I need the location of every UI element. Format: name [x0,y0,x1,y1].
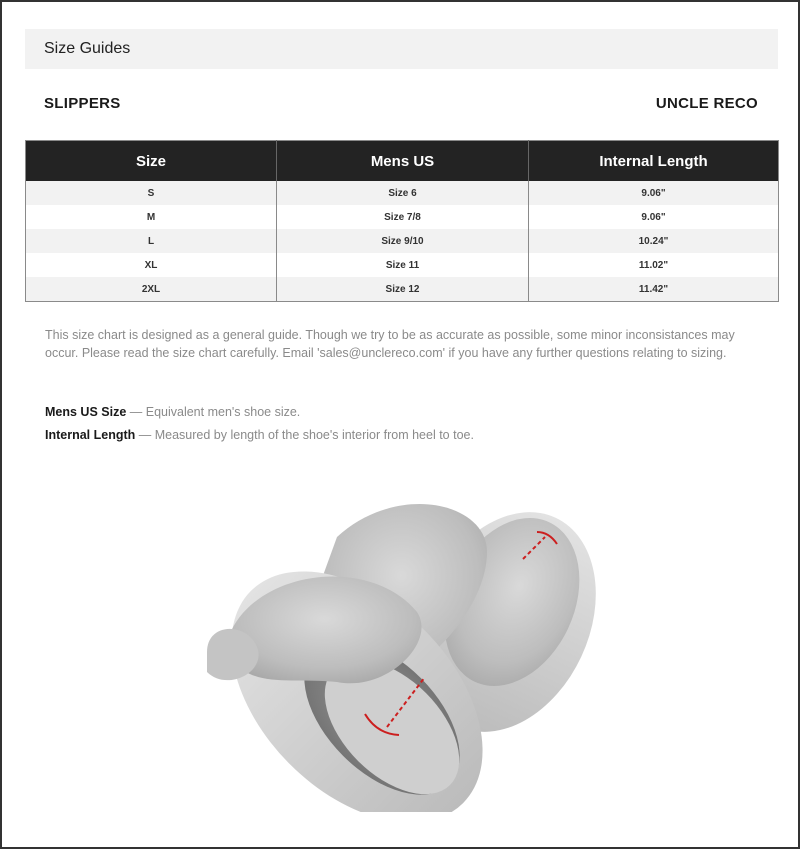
definition-description: — Measured by length of the shoe's interior from heel to toe. [135,428,474,442]
size-chart-note: This size chart is designed as a general guide. Though we try to be as accurate as possible, some minor inconsistances may occur. Please read the size chart carefully. Email 'sales@unclereco.com' if you have any further questions relating to sizing. [45,328,735,360]
table-row [26,277,779,302]
column-header-internal-length: Internal Length [529,141,779,182]
table-row [26,205,779,229]
cell-size: XL [26,253,277,277]
table-row [26,181,779,205]
cell-size: L [26,229,277,253]
cell-internal-length: 11.02" [529,253,779,277]
cell-size: S [26,181,277,205]
definition-description: — Equivalent men's shoe size. [126,405,301,419]
brand-name: UNCLE RECO [655,95,758,112]
definition-term: Mens US Size [45,405,127,419]
column-header-mens-us: Mens US [277,141,529,182]
cell-size: M [26,205,277,229]
size-guides-header [25,29,778,69]
table-row [26,253,779,277]
cell-mens-us: Size 12 [277,277,529,302]
product-name: SLIPPERS [44,95,121,112]
column-header-size: Size [26,141,277,182]
size-table [25,140,779,302]
cell-internal-length: 9.06" [529,205,779,229]
definition-term: Internal Length [45,428,136,442]
slippers-illustration [187,482,617,812]
page-title: Size Guides [44,40,131,57]
cell-internal-length: 11.42" [529,277,779,302]
definition-internal-length [45,428,474,442]
cell-internal-length: 10.24" [529,229,779,253]
cell-size: 2XL [26,277,277,302]
cell-mens-us: Size 9/10 [277,229,529,253]
cell-internal-length: 9.06" [529,181,779,205]
cell-mens-us: Size 7/8 [277,205,529,229]
table-header-row [26,141,779,182]
table-row [26,229,779,253]
cell-mens-us: Size 6 [277,181,529,205]
definition-mens-us-size [45,405,300,419]
cell-mens-us: Size 11 [277,253,529,277]
